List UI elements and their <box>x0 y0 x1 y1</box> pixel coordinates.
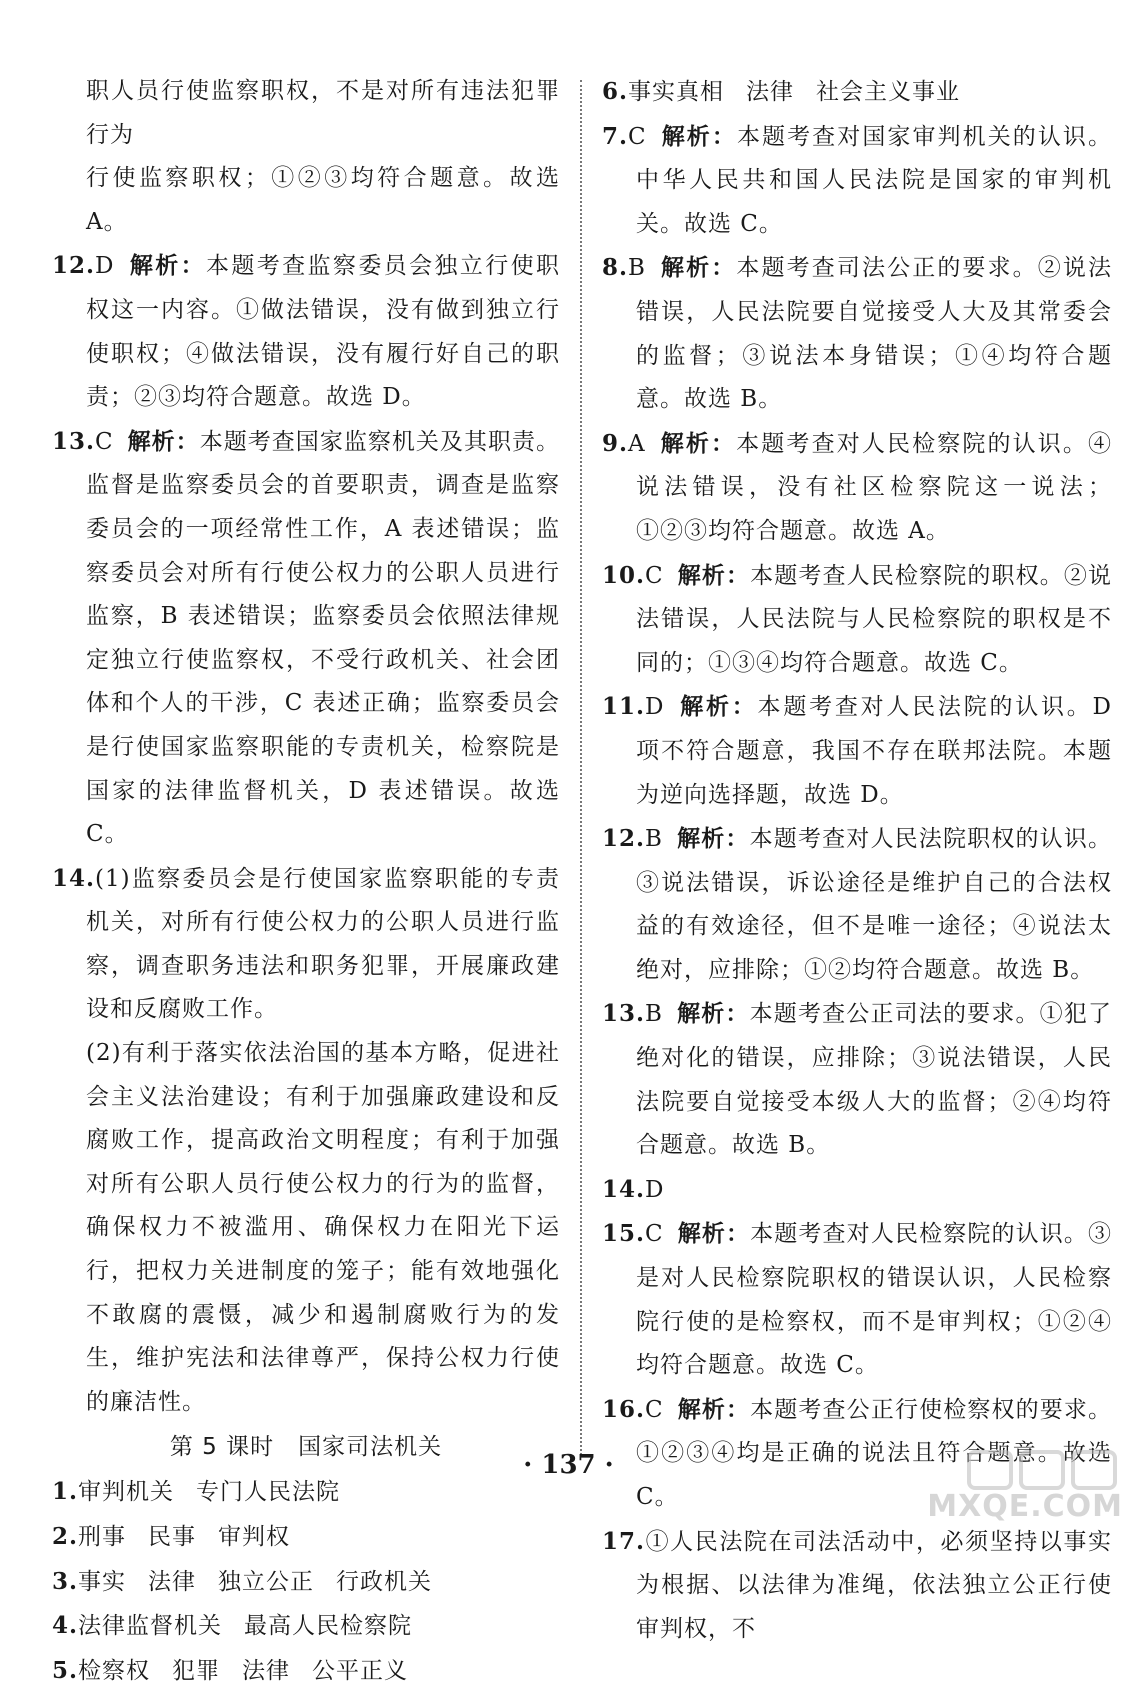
item-number: 8. <box>602 254 629 282</box>
analysis-text: 本题考查人民检察院的职权。②说法错误，人民法院与人民检察院的职权是不同的；①③④均符合题意。故选 C。 <box>636 562 1113 676</box>
answer-13 <box>52 420 560 857</box>
analysis-text: 本题考查公正司法的要求。①犯了绝对化的错误，应排除；③说法错误，人民法院要自觉接受本级人大的监督；②④均符合题意。故选 B。 <box>636 1001 1113 1159</box>
answer-10 <box>602 554 1112 686</box>
fill-answer-4 <box>52 1604 560 1649</box>
analysis-text: 本题考查国家监察机关及其职责。监督是监察委员会的首要职责，调查是监察委员会的一项经常性工作，A 表述错误；监察委员会对所有行使公权力的公职人员进行监察，B 表述错误；监察委员会依照法律规定独立行使监察权，不受行政机关、社会团体和个人的干涉，C 表述正确；监察委员会是行使国家监察职能的专责机关，检察院是国家的法律监督机关，D 表述错误。故选 C。 <box>86 428 561 848</box>
answer-choice: C <box>645 1396 664 1423</box>
answer-14-right <box>602 1168 1112 1213</box>
item-number: 4. <box>52 1612 79 1640</box>
right-column <box>602 70 1112 1651</box>
blank-answer: 审判机关 <box>78 1479 175 1506</box>
item-number: 11. <box>602 693 646 721</box>
blank-answer: 专门人民法院 <box>196 1479 341 1506</box>
blank-answer: 法律 <box>242 1657 291 1684</box>
answer-8 <box>602 246 1112 421</box>
item-number: 14. <box>52 864 96 892</box>
blank-answer: 法律 <box>148 1568 197 1595</box>
item-number: 16. <box>602 1395 646 1423</box>
answer-choice: D <box>645 694 665 721</box>
analysis-text: 本题考查对人民法院职权的认识。③说法错误，诉讼途径是维护自己的合法权益的有效途径，但不是唯一途径；④说法太绝对，应排除；①②均符合题意。故选 B。 <box>636 826 1113 983</box>
item-number: 2. <box>52 1523 79 1550</box>
item-number: 10. <box>602 561 646 589</box>
analysis-text: 本题考查对国家审判机关的认识。中华人民共和国人民法院是国家的审判机关。故选 C。 <box>636 123 1113 237</box>
fill-answer-6 <box>602 70 1112 115</box>
answer-choice: B <box>628 255 646 282</box>
blank-answer: 事实 <box>78 1568 127 1595</box>
answer-7 <box>602 115 1112 247</box>
analysis-text: 本题考查对人民检察院的认识。③是对人民检察院职权的错误认识，人民检察院行使的是检察权，而不是审判权；①②④均符合题意。故选 C。 <box>636 1221 1113 1379</box>
analysis-text: 本题考查司法公正的要求。②说法错误，人民法院要自觉接受人大及其常委会的监督；③说法本身错误；①④均符合题意。故选 B。 <box>636 255 1113 413</box>
blank-answer: 刑事 <box>78 1524 127 1550</box>
analysis-label: 解析： <box>660 123 737 150</box>
answer-choice: A <box>628 430 646 457</box>
answer-12-right <box>602 817 1112 992</box>
blank-answer: 事实真相 <box>628 79 725 105</box>
continuation-line: 职人员行使监察职权，不是对所有违法犯罪行为 <box>86 78 560 148</box>
page-number: · 137 · <box>523 1450 614 1480</box>
analysis-label: 解析： <box>128 253 207 280</box>
blank-answer: 法律 <box>746 79 795 105</box>
analysis-label: 解析： <box>677 1396 751 1423</box>
blank-answer: 公平正义 <box>312 1657 409 1684</box>
answer-12 <box>52 244 560 419</box>
answer-choice: D <box>95 253 115 280</box>
analysis-label: 解析： <box>676 826 750 853</box>
analysis-text: 本题考查公正行使检察权的要求。①②③④均是正确的说法且符合题意。故选 C。 <box>636 1396 1113 1510</box>
answer-text: ①人民法院在司法活动中，必须坚持以事实为根据、以法律为准绳，依法独立公正行使审判权，不 <box>636 1528 1112 1642</box>
continuation-line: 行使监察职权；①②③均符合题意。故选 A。 <box>86 165 560 235</box>
answer-choice: C <box>95 428 114 455</box>
answer-14 <box>52 857 560 1032</box>
blank-answer: 民事 <box>148 1524 197 1550</box>
item-number: 15. <box>602 1220 646 1248</box>
fill-answer-5 <box>52 1649 560 1693</box>
answer-choice: C <box>645 1221 664 1248</box>
answer-15 <box>602 1212 1112 1387</box>
item-number: 17. <box>602 1527 646 1555</box>
item-number: 5. <box>52 1656 79 1684</box>
answer-9 <box>602 422 1112 554</box>
fill-answer-3 <box>52 1560 560 1605</box>
answer-choice: C <box>645 562 664 589</box>
blank-answer: 行政机关 <box>336 1568 433 1595</box>
answer-choice: D <box>645 1176 665 1203</box>
blank-answer: 独立公正 <box>218 1568 315 1595</box>
analysis-label: 解析： <box>676 1001 750 1028</box>
answer-choice: B <box>645 1001 663 1028</box>
answer-choice: B <box>645 826 663 853</box>
blank-answer: 最高人民检察院 <box>244 1613 413 1640</box>
analysis-label: 解析： <box>677 1221 751 1248</box>
analysis-label: 解析： <box>127 428 200 455</box>
answer-14-part-2: (2)有利于落实依法治国的基本方略，促进社会主义法治建设；有利于加强廉政建设和反腐败工作，提高政治文明程度；有利于加强对所有公职人员行使公权力的行为的监督，确保权力不被滥用、确保权力在阳光下运行，把权力关进制度的笼子；能有效地强化不敢腐的震慑，减少和遏制腐败行为的发生，维护宪法和法律尊严，保持公权力行使的廉洁性。 <box>86 1040 560 1415</box>
item-number: 14. <box>602 1175 646 1203</box>
analysis-text: 本题考查监察委员会独立行使职权这一内容。①做法错误，没有做到独立行使职权；④做法错误，没有履行好自己的职责；②③均符合题意。故选 D。 <box>86 253 561 411</box>
item-number: 3. <box>52 1567 79 1595</box>
analysis-label: 解析： <box>678 694 758 721</box>
blank-answer: 犯罪 <box>172 1657 221 1684</box>
answer-11 <box>602 685 1112 817</box>
analysis-label: 解析： <box>659 255 737 282</box>
watermark-text: MXQE.COM <box>927 1489 1123 1524</box>
watermark <box>929 1448 1129 1528</box>
analysis-text: 本题考查对人民法院的认识。D 项不符合题意，我国不存在联邦法院。本题为逆向选择题，故选 D。 <box>636 694 1112 808</box>
blank-answer: 社会主义事业 <box>816 79 961 105</box>
item-number: 6. <box>602 78 629 105</box>
item-number: 7. <box>602 122 629 150</box>
item-number: 9. <box>602 429 629 457</box>
column-divider <box>580 80 582 1455</box>
item-number: 12. <box>52 252 96 280</box>
answer-choice: C <box>628 123 647 150</box>
item-number: 13. <box>52 427 96 455</box>
fill-answer-2 <box>52 1515 560 1560</box>
blank-answer: 法律监督机关 <box>78 1613 223 1640</box>
item-number: 1. <box>52 1478 79 1506</box>
analysis-label: 解析： <box>677 562 751 589</box>
blank-answer: 审判权 <box>218 1524 291 1550</box>
answer-17 <box>602 1520 1112 1652</box>
analysis-text: 本题考查对人民检察院的认识。④说法错误，没有社区检察院这一说法；①②③均符合题意。故选 A。 <box>636 430 1113 544</box>
item-number: 13. <box>602 1000 646 1028</box>
analysis-label: 解析： <box>659 430 737 457</box>
item-number: 12. <box>602 825 646 853</box>
section-title: 第 5 课时 国家司法机关 <box>169 1434 443 1461</box>
blank-answer: 检察权 <box>78 1657 151 1684</box>
answer-part-1: (1)监察委员会是行使国家监察职能的专责机关，对所有行使公权力的公职人员进行监察，调查职务违法和职务犯罪，开展廉政建设和反腐败工作。 <box>86 865 560 1023</box>
answer-13-right <box>602 992 1112 1167</box>
